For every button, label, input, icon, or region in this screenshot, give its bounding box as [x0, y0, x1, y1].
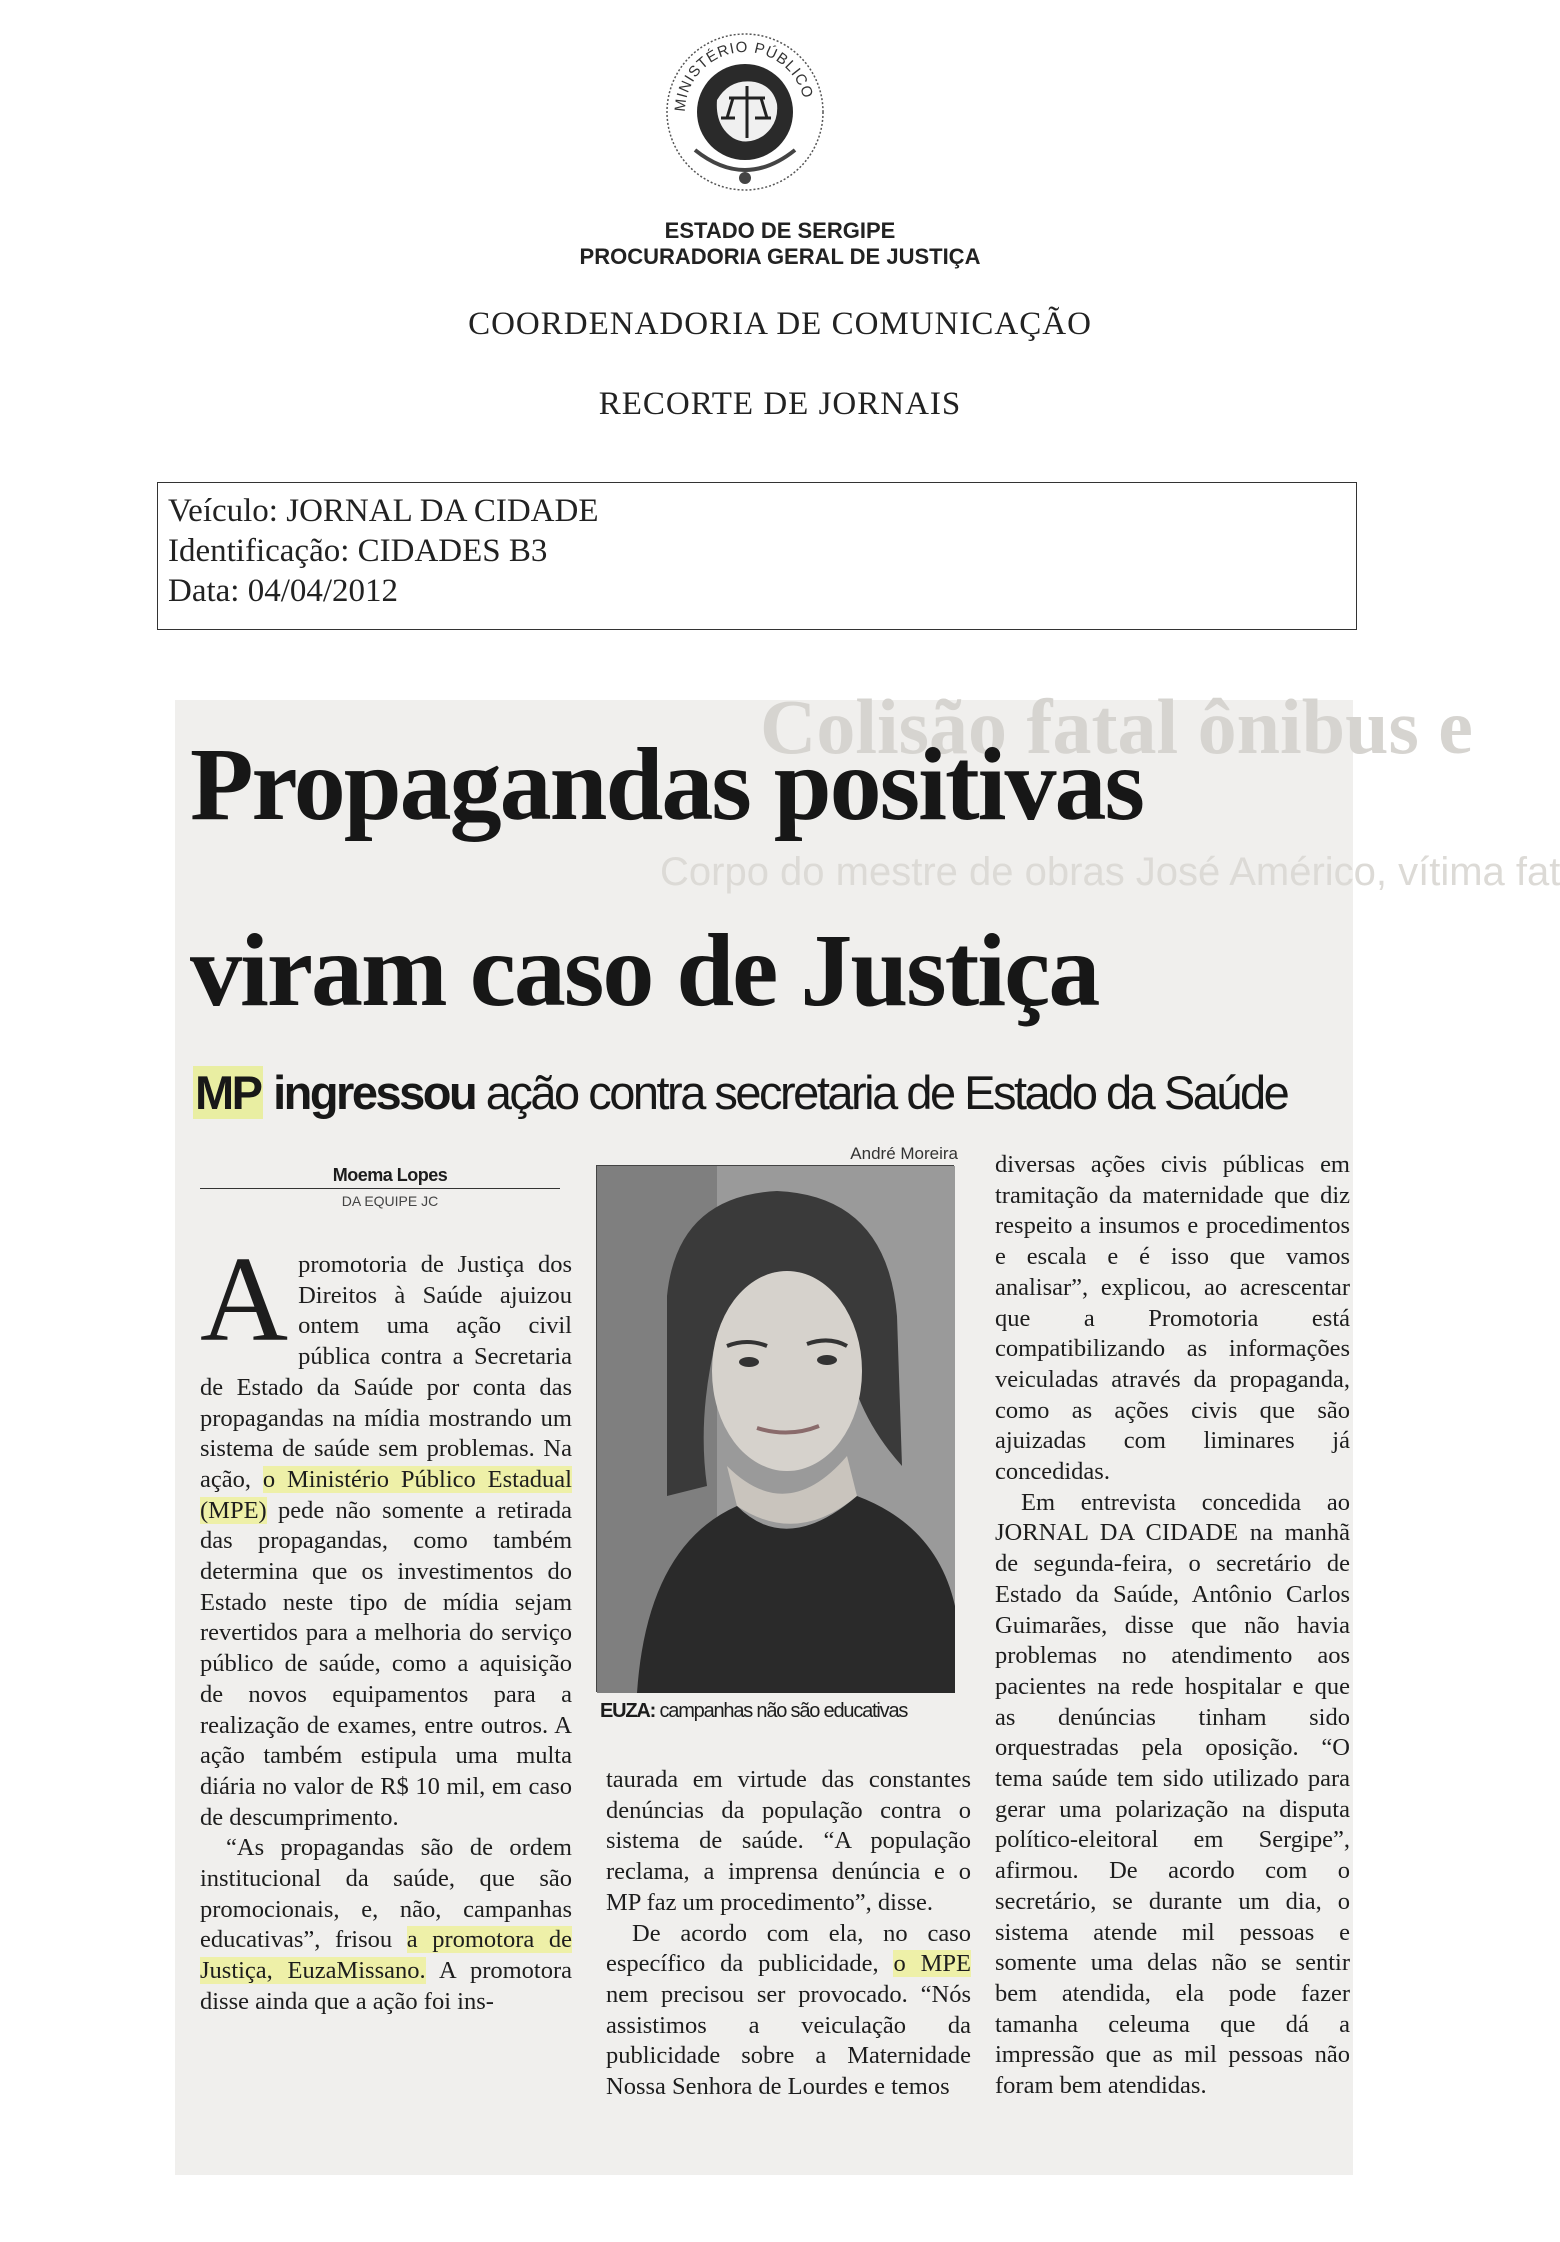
- clipping-info-box: [157, 482, 1357, 630]
- article-column-1: [200, 1232, 573, 2018]
- highlight-mpe-2: o MPE: [893, 1950, 971, 1978]
- photo-credit: André Moreira: [850, 1144, 958, 1163]
- bleed-through-headline: Colisão fatal ônibus e: [760, 683, 1473, 770]
- col3-paragraph-1: diversas ações civis públicas em tramitação da maternidade que diz respeito a insumos e procedimentos e escala e é isso que vamos analisar”, explicou, ao acrescentar que a Promotoria está compatibilizando as informações veiculadas através da propaganda, como as ações civis que são ajuizadas com liminares já concedidas.: [995, 1151, 1350, 1486]
- col1-text-d: A promotora disse ainda que a ação foi ins-: [200, 1957, 573, 2015]
- identification-line: Identificação: CIDADES B3: [168, 533, 548, 569]
- section-title: RECORTE DE JORNAIS: [598, 386, 962, 422]
- byline-rule: [200, 1188, 560, 1189]
- portrait-illustration: [597, 1166, 955, 1693]
- col2-paragraph-1: taurada em virtude das constantes denúncias da população contra o sistema de saúde. “A população reclama, a imprensa denúncia e o MP faz um procedimento”, disse.: [606, 1766, 971, 1916]
- article-photo: [596, 1165, 954, 1692]
- subhead-ingressou: ingressou: [273, 1066, 476, 1119]
- col1-text-c: “As propagandas são de ordem institucional da saúde, que são promocionais, e, não, campanhas educativas”, frisou: [200, 1834, 572, 1954]
- seal-text: MINISTÉRIO PÚBLICO: [671, 38, 817, 113]
- department-title: COORDENADORIA DE COMUNICAÇÃO: [468, 306, 1092, 342]
- col2-text-b: nem precisou ser provocado. “Nós assistimos a veiculação da publicidade sobre a Maternidade Nossa Senhora de Lourdes e temos: [606, 1980, 971, 2101]
- caption-name: EUZA:: [600, 1700, 656, 1722]
- col1-text-b: pede não somente a retirada das propagandas, como também determina que os investimentos do Estado neste tipo de mídia sejam revertidos para a melhoria do serviço público de saúde, como a aquisição de novos equipamentos para a realização de exames, entre outros. A ação também estipula uma multa diária no valor de R$ 10 mil, em caso de descumprimento.: [200, 1496, 573, 1831]
- office-name: PROCURADORIA GERAL DE JUSTIÇA: [579, 244, 981, 269]
- subhead-rest: ação contra secretaria de Estado da Saúde: [485, 1066, 1288, 1119]
- caption-text: campanhas não são educativas: [659, 1700, 908, 1722]
- ministerio-publico-seal: [655, 20, 835, 200]
- highlight-promotora: a promotora de Justiça, EuzaMissano.: [200, 1926, 572, 1985]
- vehicle-line: Veículo: JORNAL DA CIDADE: [168, 493, 599, 529]
- highlight-mpe: o Ministério Público Estadual (MPE): [200, 1465, 572, 1524]
- headline-line-1: Propagandas positivas: [190, 727, 1144, 842]
- col2-text-a: De acordo com ela, no caso específico da publicidade,: [606, 1919, 971, 1978]
- headline-line-2: viram caso de Justiça: [190, 913, 1099, 1028]
- subheadline: [193, 1063, 1353, 1123]
- col3-paragraph-2: Em entrevista concedida ao JORNAL DA CIDADE na manhã de segunda-feira, o secretário de Estado da Saúde, Antônio Carlos Guimarães, disse que não havia problemas no atendimento aos pacientes na rede hospitalar e que as denúncias tinham sido orquestradas pela oposição. “O tema saúde tem sido utilizado para gerar uma polarização na disputa político-eleitoral em Sergipe”, afirmou. De acordo com o secretário, se durante um dia, o sistema atende mil pessoas e somente uma delas não se sentir bem atendida, ela pode fazer tamanha celeuma que dá a impressão que as mil pessoas não foram bem atendidas.: [995, 1488, 1350, 2100]
- bleed-through-subhead: Corpo do mestre de obras José Américo, vítima fat: [660, 850, 1560, 894]
- article-column-2: [606, 1765, 971, 2103]
- subhead-mp: MP: [195, 1066, 261, 1119]
- state-name: ESTADO DE SERGIPE: [664, 218, 896, 243]
- author-name: Moema Lopes: [332, 1165, 448, 1185]
- date-line: Data: 04/04/2012: [168, 573, 399, 609]
- article-column-3: [995, 1150, 1350, 2102]
- drop-cap: A: [200, 1232, 289, 1367]
- author-team: DA EQUIPE JC: [341, 1193, 439, 1209]
- photo-caption: [600, 1700, 960, 1723]
- col1-text-a: promotoria de Justiça dos Direitos à Saúde ajuizou ontem uma ação civil pública contra a Secretaria de Estado da Saúde por conta das propagandas na mídia mostrando um sistema de saúde sem problemas. Na ação,: [200, 1251, 572, 1493]
